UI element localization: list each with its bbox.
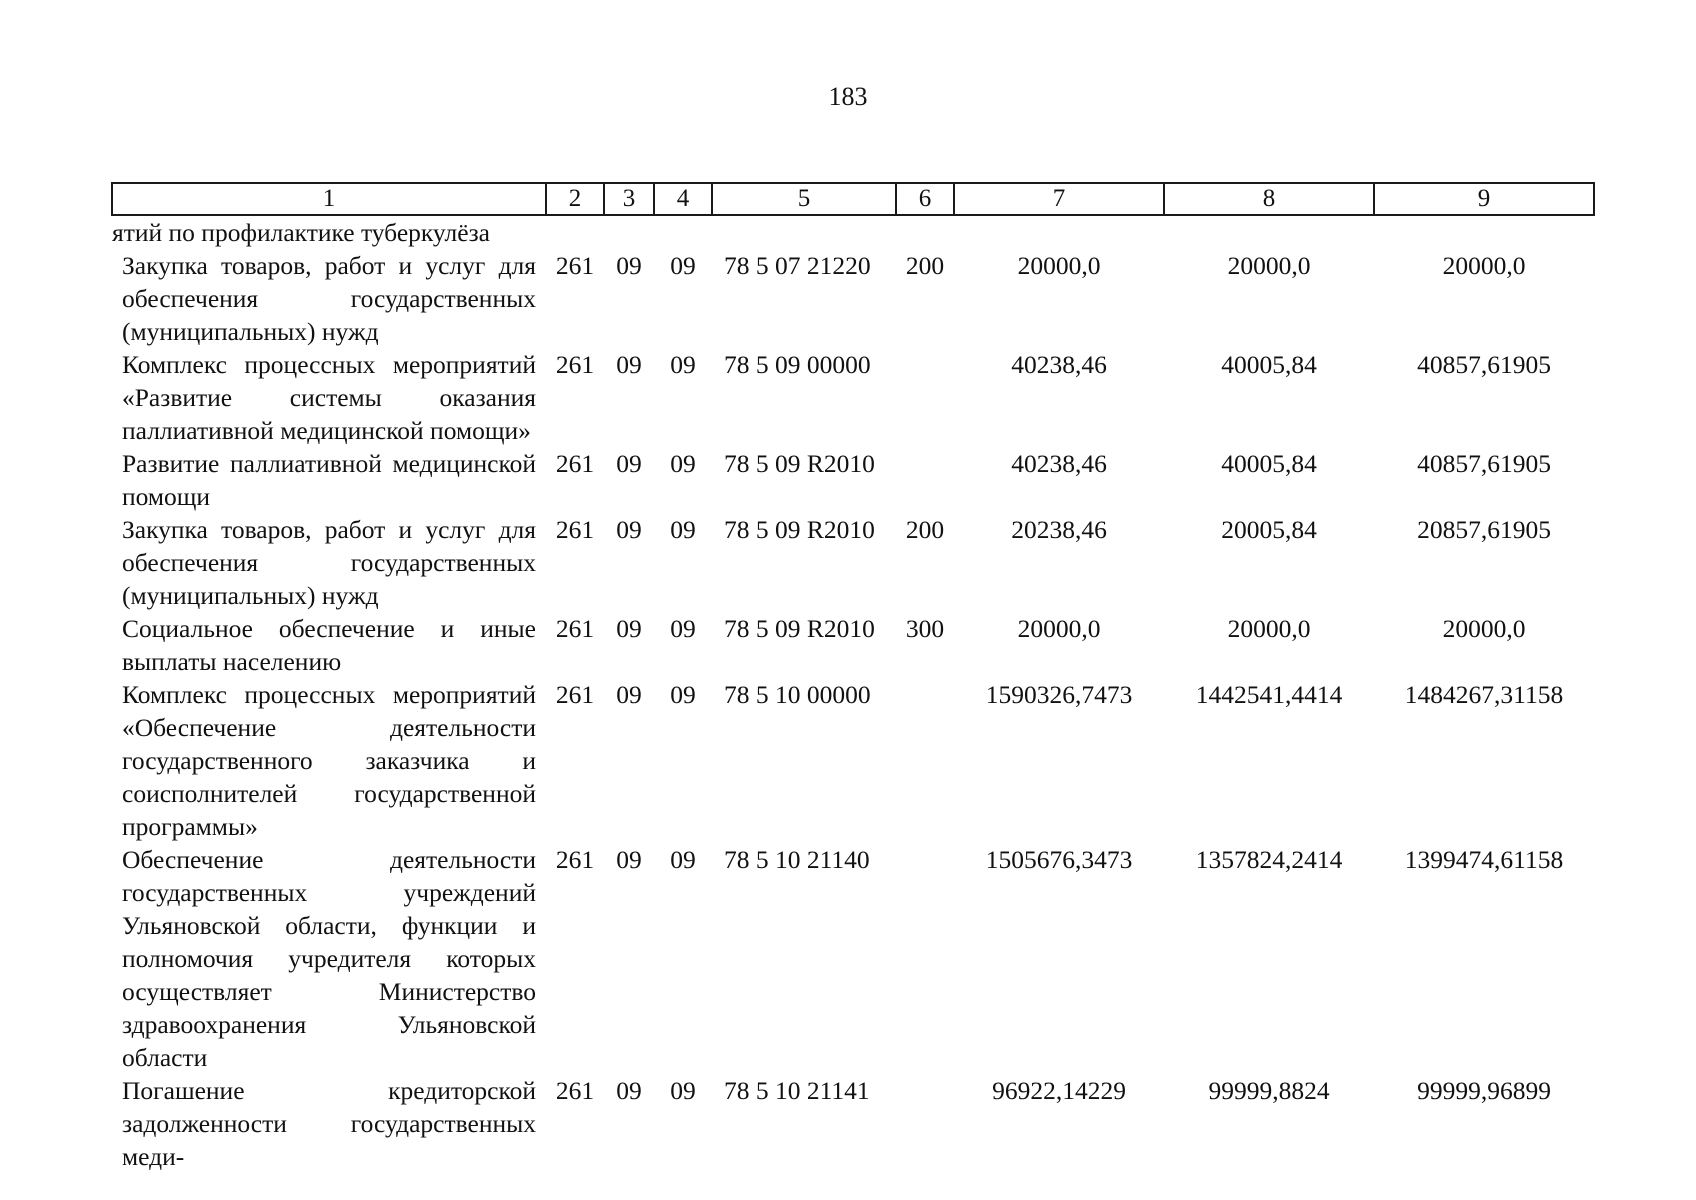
budget-table: [111, 182, 1595, 1173]
row-ministry-code: 261: [555, 251, 595, 280]
column-header-4: 4: [654, 183, 712, 215]
row-amount-9: 1484267,31158: [1404, 680, 1564, 709]
row-section-code: [604, 215, 654, 249]
row-ministry-code: 261: [555, 449, 595, 478]
row-name: Обеспечение деятельности государственных учреждений Ульяновской области, функции и полномочия учредителя которых осуществляет Министерство здравоохранения Ульяновской области: [122, 845, 536, 1072]
table-row: [112, 447, 1594, 513]
column-header-6: 6: [896, 183, 954, 215]
row-expense-type: [896, 215, 954, 249]
row-amount-9: 40857,61905: [1417, 449, 1551, 478]
column-header-1: 1: [112, 183, 546, 215]
table-row: [112, 678, 1594, 843]
row-expense-type: [896, 447, 954, 513]
row-subsection-code: 09: [670, 350, 696, 379]
row-name: Погашение кредиторской задолженности государственных меди-: [122, 1076, 536, 1171]
row-target-article: 78 5 09 R2010: [724, 614, 875, 643]
row-subsection-code: 09: [670, 845, 696, 874]
row-section-code: 09: [616, 1076, 642, 1105]
row-amount-9: 99999,96899: [1417, 1076, 1551, 1105]
row-name: Комплекс процессных мероприятий «Развитие системы оказания паллиативной медицинской помощи»: [122, 350, 536, 445]
table-row: [112, 249, 1594, 348]
column-header-3: 3: [604, 183, 654, 215]
row-section-code: 09: [616, 845, 642, 874]
row-amount-8: 1442541,4414: [1195, 680, 1343, 709]
row-target-article: [712, 215, 896, 249]
table-body: [112, 215, 1594, 1173]
row-expense-type: [896, 678, 954, 843]
row-target-article: 78 5 10 00000: [724, 680, 871, 709]
row-expense-type: 200: [905, 515, 945, 544]
row-ministry-code: 261: [555, 1076, 595, 1105]
row-target-article: 78 5 09 R2010: [724, 449, 875, 478]
row-amount-7: 1590326,7473: [985, 680, 1133, 709]
row-name: ятий по профилактике туберкулёза: [112, 218, 490, 247]
row-section-code: 09: [616, 614, 642, 643]
row-amount-9: 40857,61905: [1417, 350, 1551, 379]
row-amount-7: 20238,46: [1011, 515, 1107, 544]
row-subsection-code: 09: [670, 251, 696, 280]
table-row: [112, 1074, 1594, 1173]
row-subsection-code: 09: [670, 680, 696, 709]
row-amount-7: 96922,14229: [992, 1076, 1126, 1105]
row-amount-7: 40238,46: [1011, 350, 1107, 379]
row-name: Закупка товаров, работ и услуг для обеспечения государственных (муниципальных) нужд: [122, 251, 536, 346]
row-amount-8: 20005,84: [1221, 515, 1317, 544]
row-target-article: 78 5 07 21220: [724, 251, 871, 280]
row-expense-type: [896, 348, 954, 447]
row-name: Социальное обеспечение и иные выплаты населению: [122, 614, 536, 676]
row-subsection-code: 09: [670, 449, 696, 478]
row-ministry-code: 261: [555, 614, 595, 643]
row-amount-8: 20000,0: [1227, 614, 1311, 643]
column-header-2: 2: [546, 183, 604, 215]
row-name: Комплекс процессных мероприятий «Обеспечение деятельности государственного заказчика и соисполнителей государственной программы»: [122, 680, 536, 841]
page-number: 183: [828, 82, 868, 111]
row-expense-type: 300: [905, 614, 945, 643]
row-target-article: 78 5 10 21141: [724, 1076, 870, 1105]
column-header-5: 5: [712, 183, 896, 215]
row-subsection-code: 09: [670, 614, 696, 643]
row-amount-8: 1357824,2414: [1195, 845, 1343, 874]
row-ministry-code: 261: [555, 680, 595, 709]
table-header: [112, 183, 1594, 215]
table-row: [112, 513, 1594, 612]
row-amount-9: 20000,0: [1442, 251, 1526, 280]
row-ministry-code: 261: [555, 515, 595, 544]
row-ministry-code: [546, 215, 604, 249]
column-header-7: 7: [954, 183, 1164, 215]
table-row: [112, 215, 1594, 249]
column-header-8: 8: [1164, 183, 1374, 215]
table-row: [112, 612, 1594, 678]
table-row: [112, 843, 1594, 1074]
column-header-9: 9: [1374, 183, 1594, 215]
row-amount-8: [1164, 215, 1374, 249]
row-target-article: 78 5 10 21140: [724, 845, 870, 874]
row-ministry-code: 261: [555, 350, 595, 379]
row-amount-9: 20857,61905: [1417, 515, 1551, 544]
row-expense-type: [896, 843, 954, 1074]
header-row: [112, 183, 1594, 215]
row-section-code: 09: [616, 251, 642, 280]
row-subsection-code: 09: [670, 515, 696, 544]
row-target-article: 78 5 09 00000: [724, 350, 871, 379]
row-ministry-code: 261: [555, 845, 595, 874]
row-target-article: 78 5 09 R2010: [724, 515, 875, 544]
row-amount-9: [1374, 215, 1594, 249]
row-name: Закупка товаров, работ и услуг для обеспечения государственных (муниципальных) нужд: [122, 515, 536, 610]
row-amount-7: 40238,46: [1011, 449, 1107, 478]
row-amount-7: 20000,0: [1017, 614, 1101, 643]
row-amount-9: 20000,0: [1442, 614, 1526, 643]
table-row: [112, 348, 1594, 447]
row-amount-8: 99999,8824: [1208, 1076, 1330, 1105]
row-subsection-code: [654, 215, 712, 249]
row-amount-7: 20000,0: [1017, 251, 1101, 280]
row-section-code: 09: [616, 515, 642, 544]
row-amount-8: 40005,84: [1221, 449, 1317, 478]
row-expense-type: [896, 1074, 954, 1173]
row-amount-8: 20000,0: [1227, 251, 1311, 280]
row-expense-type: 200: [905, 251, 945, 280]
row-amount-8: 40005,84: [1221, 350, 1317, 379]
row-amount-7: 1505676,3473: [985, 845, 1133, 874]
row-amount-7: [954, 215, 1164, 249]
row-amount-9: 1399474,61158: [1404, 845, 1564, 874]
row-section-code: 09: [616, 350, 642, 379]
row-subsection-code: 09: [670, 1076, 696, 1105]
row-name: Развитие паллиативной медицинской помощи: [122, 449, 536, 511]
row-section-code: 09: [616, 680, 642, 709]
row-section-code: 09: [616, 449, 642, 478]
